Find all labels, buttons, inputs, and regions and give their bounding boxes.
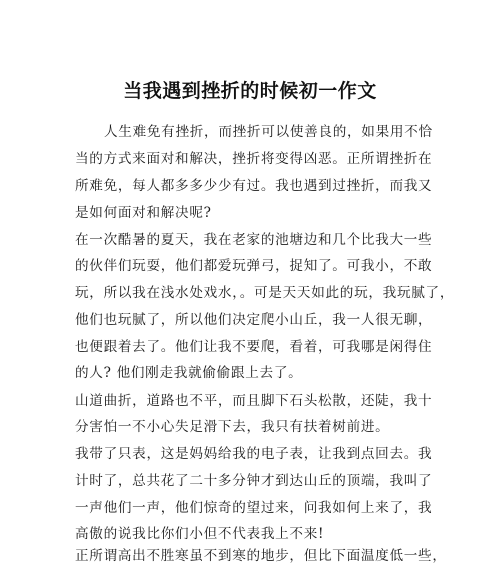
- text-line: 计时了，总共花了二十多分钟才到达山丘的顶端，我叫了: [75, 473, 433, 489]
- text-line: 山道曲折，道路也不平，而且脚下石头松散，还陡，我十: [75, 393, 433, 409]
- text-line: 我带了只表，这是妈妈给我的电子表，让我到点回去。我: [75, 446, 433, 462]
- text-line: 高傲的说我比你们小但不代表我上不来!: [75, 526, 325, 542]
- text-line: 当的方式来面对和解决，挫折将变得凶恶。正所谓挫折在: [75, 151, 433, 167]
- article-title: 当我遇到挫折的时候初一作文: [123, 80, 377, 102]
- text-line: 也便跟着去了。他们让我不要爬，看着，可我哪是闲得住: [75, 339, 433, 355]
- text-line: 人生难免有挫折，而挫折可以使善良的，如果用不恰: [104, 124, 433, 140]
- text-line: 是如何面对和解决呢?: [75, 205, 212, 221]
- text-line: 在一次酷暑的夏天，我在老家的池塘边和几个比我大一些: [75, 232, 433, 248]
- text-line: 一声他们一声，他们惊奇的望过来，问我如何上来了，我: [75, 500, 433, 516]
- text-line: 的人? 他们刚走我就偷偷跟上去了。: [75, 365, 303, 381]
- text-line: 正所谓高出不胜寒虽不到寒的地步，但比下面温度低一些，: [75, 548, 447, 564]
- text-line: 所难免，每人都多多少少有过。我也遇到过挫折，而我又: [75, 178, 433, 194]
- text-line: 分害怕一不小心失足滑下去，我只有扶着树前进。: [75, 419, 390, 435]
- text-line: 他们也玩腻了，所以他们决定爬小山丘，我一人很无聊，: [75, 312, 433, 328]
- text-line: 的伙伴们玩耍，他们都爱玩弹弓，捉知了。可我小，不敢: [75, 258, 433, 274]
- text-line: 玩，所以我在浅水处戏水，。可是天天如此的玩，我玩腻了，: [75, 285, 455, 301]
